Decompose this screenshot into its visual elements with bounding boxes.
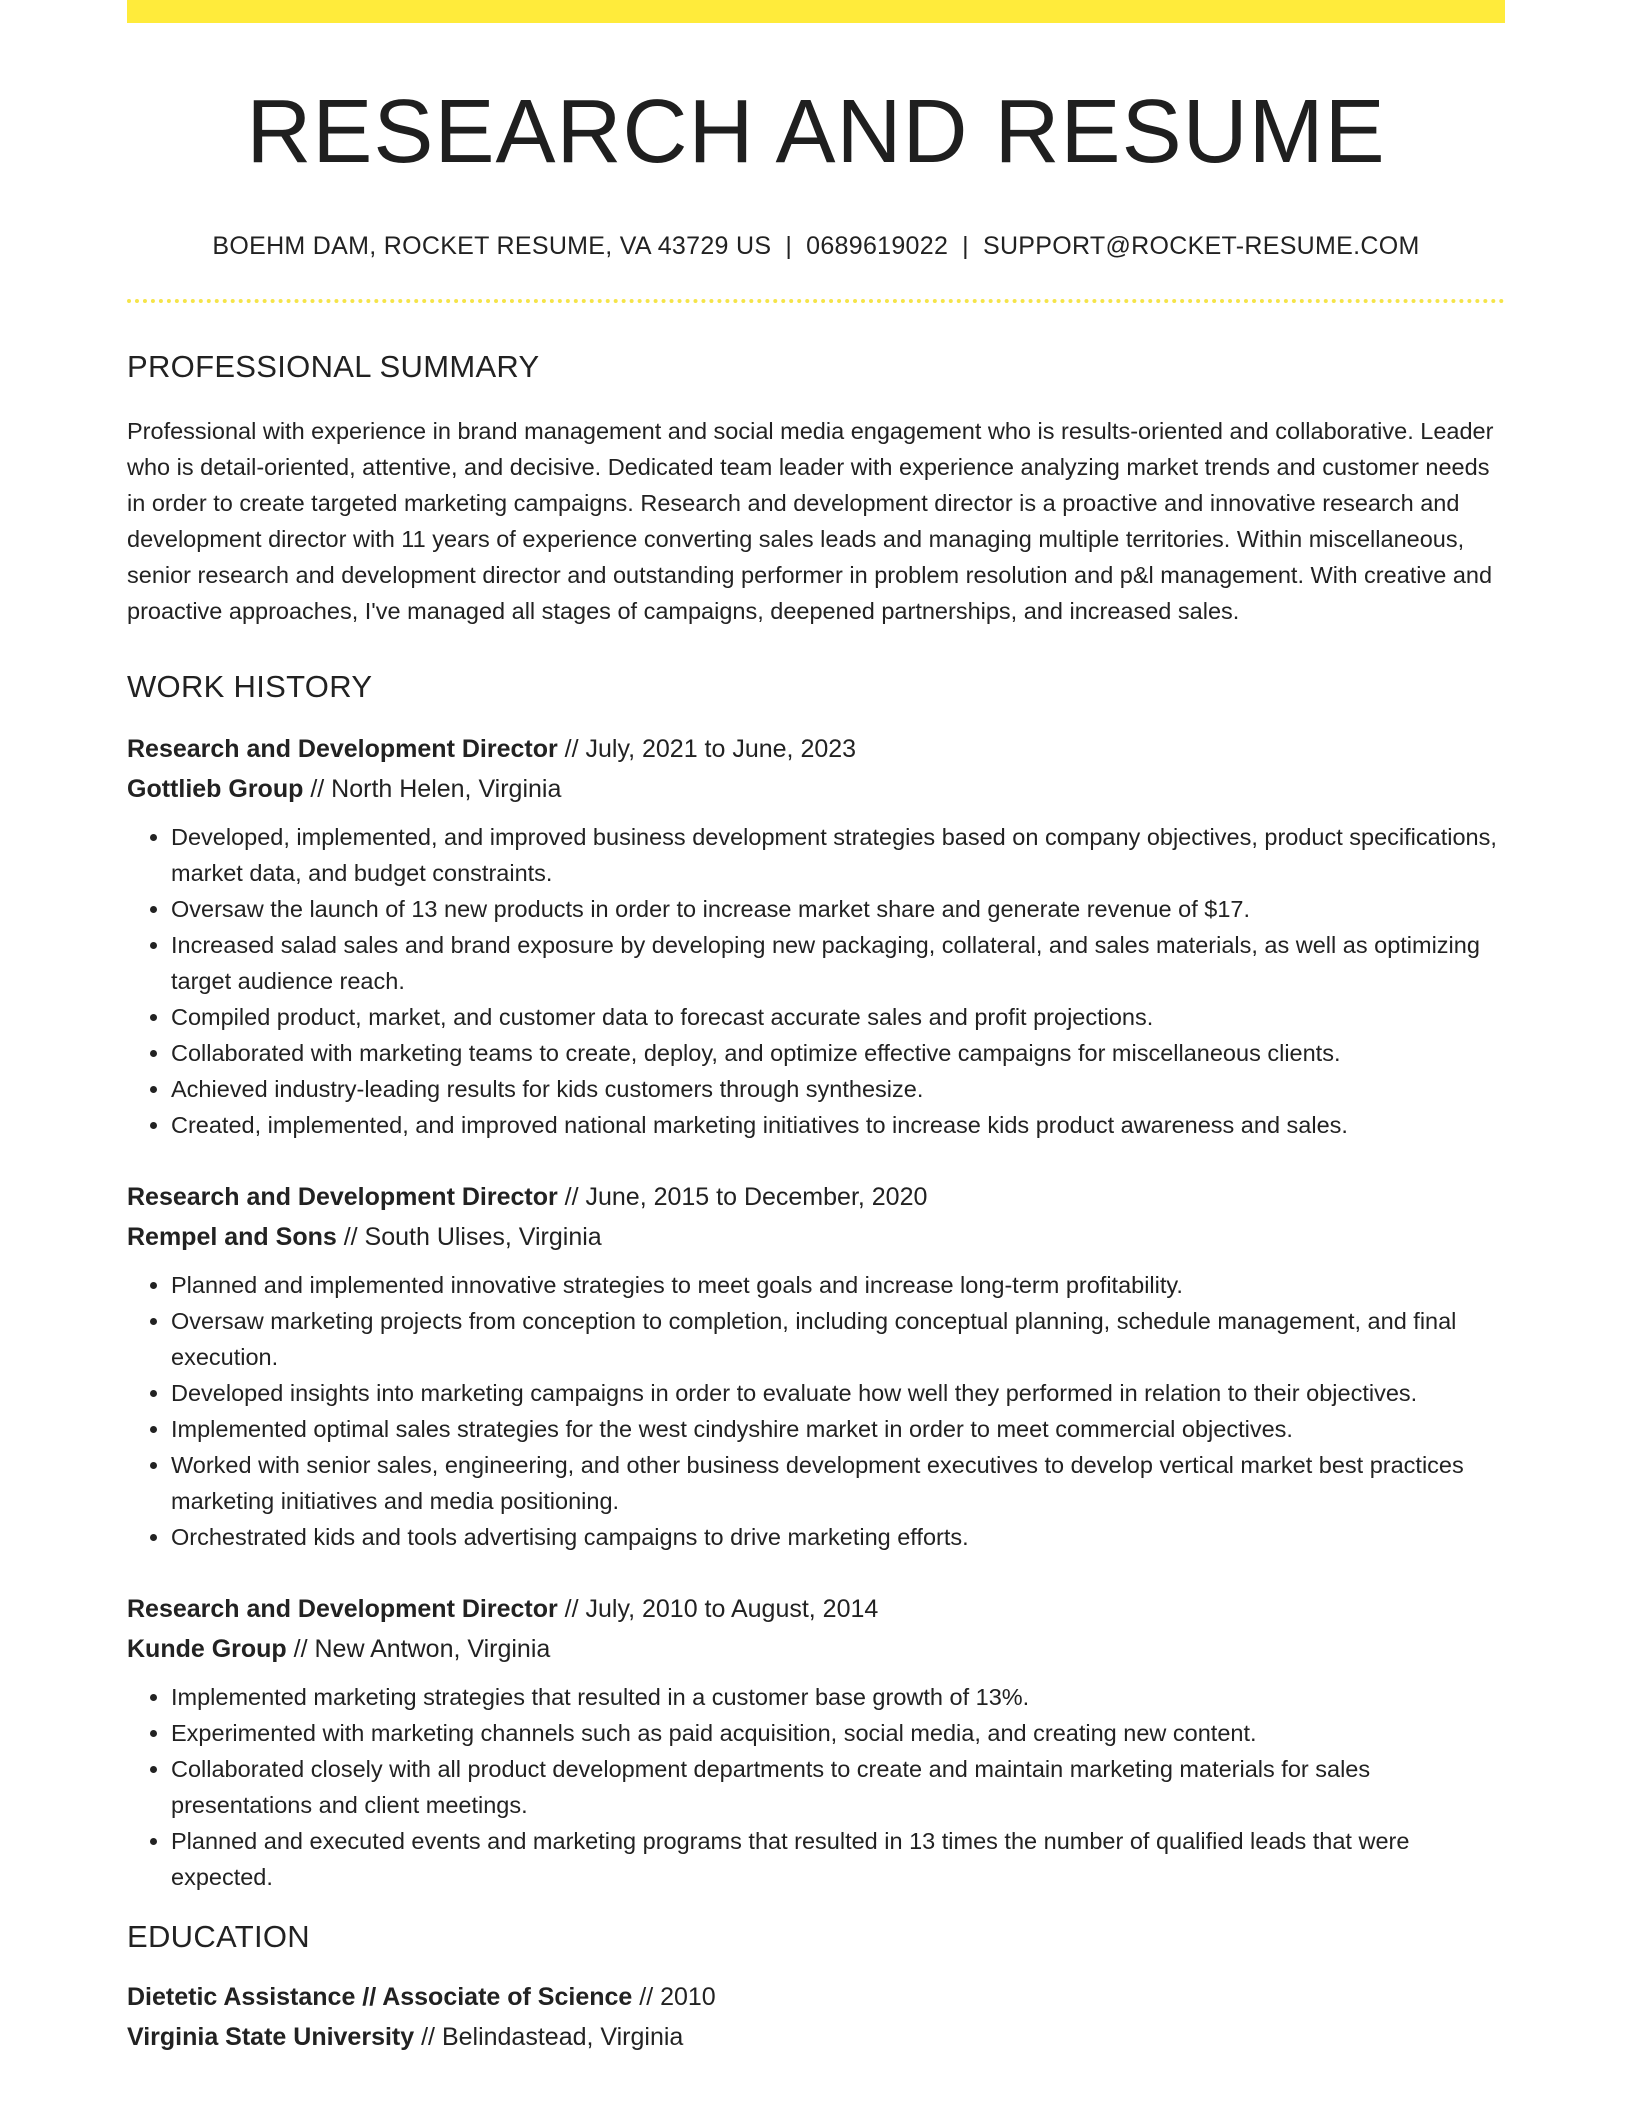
job-bullets xyxy=(127,1267,1505,1555)
education-school: Virginia State University xyxy=(127,2022,415,2051)
job-bullets xyxy=(127,1679,1505,1895)
summary-heading: PROFESSIONAL SUMMARY xyxy=(127,348,540,384)
job-role-line xyxy=(127,1177,1505,1217)
education-location: // Belindastead, Virginia xyxy=(414,2022,684,2051)
job-dates: // July, 2010 to August, 2014 xyxy=(557,1594,879,1623)
job-company-line xyxy=(127,1629,1505,1669)
job-company: Gottlieb Group xyxy=(127,774,304,803)
job-location: // South Ulises, Virginia xyxy=(336,1222,602,1251)
job-bullet: • Developed, implemented, and improved business development strategies based on company objectives, product specifications, market data, and budget constraints. xyxy=(171,819,1505,891)
job-bullet: • Developed insights into marketing campaigns in order to evaluate how well they performed in relation to their objectives. xyxy=(171,1375,1505,1411)
job-bullet: • Achieved industry-leading results for kids customers through synthesize. xyxy=(171,1071,1505,1107)
job-company-line xyxy=(127,1217,1505,1257)
job-role: Research and Development Director xyxy=(127,734,558,763)
top-accent-bar xyxy=(127,0,1505,23)
job-entry xyxy=(127,729,1505,1143)
job-bullet: • Compiled product, market, and customer data to forecast accurate sales and profit projections. xyxy=(171,999,1505,1035)
contact-phone: 0689619022 xyxy=(806,231,949,260)
contact-separator: | xyxy=(785,231,793,260)
job-company-line xyxy=(127,769,1505,809)
job-entry xyxy=(127,1589,1505,1895)
education-entry xyxy=(127,1977,1505,2057)
education-school-line xyxy=(127,2017,1505,2057)
dotted-divider xyxy=(127,299,1505,303)
job-dates: // July, 2021 to June, 2023 xyxy=(557,734,857,763)
work-history-heading: WORK HISTORY xyxy=(127,668,373,704)
job-bullet: • Orchestrated kids and tools advertising campaigns to drive marketing efforts. xyxy=(171,1519,1505,1555)
job-entry xyxy=(127,1177,1505,1555)
job-bullet: • Implemented optimal sales strategies for the west cindyshire market in order to meet commercial objectives. xyxy=(171,1411,1505,1447)
job-bullet: • Planned and implemented innovative strategies to meet goals and increase long-term profitability. xyxy=(171,1267,1505,1303)
education-degree-line xyxy=(127,1977,1505,2017)
contact-address: BOEHM DAM, ROCKET RESUME, VA 43729 US xyxy=(212,231,772,260)
job-company: Kunde Group xyxy=(127,1634,287,1663)
job-bullet: • Planned and executed events and marketing programs that resulted in 13 times the number of qualified leads that were expected. xyxy=(171,1823,1505,1895)
job-bullet: • Collaborated closely with all product development departments to create and maintain marketing materials for sales presentations and client meetings. xyxy=(171,1751,1505,1823)
contact-separator: | xyxy=(962,231,969,260)
education-heading: EDUCATION xyxy=(127,1918,310,1954)
job-bullet: • Implemented marketing strategies that resulted in a customer base growth of 13%. xyxy=(171,1679,1505,1715)
job-company: Rempel and Sons xyxy=(127,1222,337,1251)
job-bullet: • Created, implemented, and improved national marketing initiatives to increase kids product awareness and sales. xyxy=(171,1107,1505,1143)
education-degree: Dietetic Assistance // Associate of Science xyxy=(127,1982,633,2011)
contact-line xyxy=(127,232,1505,261)
job-bullet: • Collaborated with marketing teams to create, deploy, and optimize effective campaigns for miscellaneous clients. xyxy=(171,1035,1505,1071)
summary-text: Professional with experience in brand management and social media engagement who is results-oriented and collaborative. Leader who is detail-oriented, attentive, and decisive. Dedicated team leader with experience analyzing market trends and customer needs in order to create targeted marketing campaigns. Research and development director is a proactive and innovative research and development director with 11 years of experience converting sales leads and managing multiple territories. Within miscellaneous, senior research and development director and outstanding performer in problem resolution and p&l management. With creative and proactive approaches, I've managed all stages of campaigns, deepened partnerships, and increased sales. xyxy=(127,417,1494,624)
resume-page xyxy=(127,0,1505,2057)
resume-title: RESEARCH AND RESUME xyxy=(246,82,1386,182)
job-role-line xyxy=(127,729,1505,769)
job-role-line xyxy=(127,1589,1505,1629)
job-bullet: • Worked with senior sales, engineering, and other business development executives to develop vertical market best practices marketing initiatives and media positioning. xyxy=(171,1447,1505,1519)
job-bullets xyxy=(127,819,1505,1143)
job-dates: // June, 2015 to December, 2020 xyxy=(557,1182,928,1211)
job-role: Research and Development Director xyxy=(127,1594,558,1623)
education-year: // 2010 xyxy=(632,1982,716,2011)
job-role: Research and Development Director xyxy=(127,1182,558,1211)
job-location: // New Antwon, Virginia xyxy=(286,1634,551,1663)
job-bullet: • Increased salad sales and brand exposure by developing new packaging, collateral, and sales materials, as well as optimizing target audience reach. xyxy=(171,927,1505,999)
job-bullet: • Oversaw the launch of 13 new products in order to increase market share and generate revenue of $17. xyxy=(171,891,1505,927)
job-bullet: • Experimented with marketing channels such as paid acquisition, social media, and creating new content. xyxy=(171,1715,1505,1751)
job-bullet: • Oversaw marketing projects from conception to completion, including conceptual planning, schedule management, and final execution. xyxy=(171,1303,1505,1375)
contact-email: SUPPORT@ROCKET-RESUME.COM xyxy=(982,231,1420,260)
job-location: // North Helen, Virginia xyxy=(303,774,562,803)
